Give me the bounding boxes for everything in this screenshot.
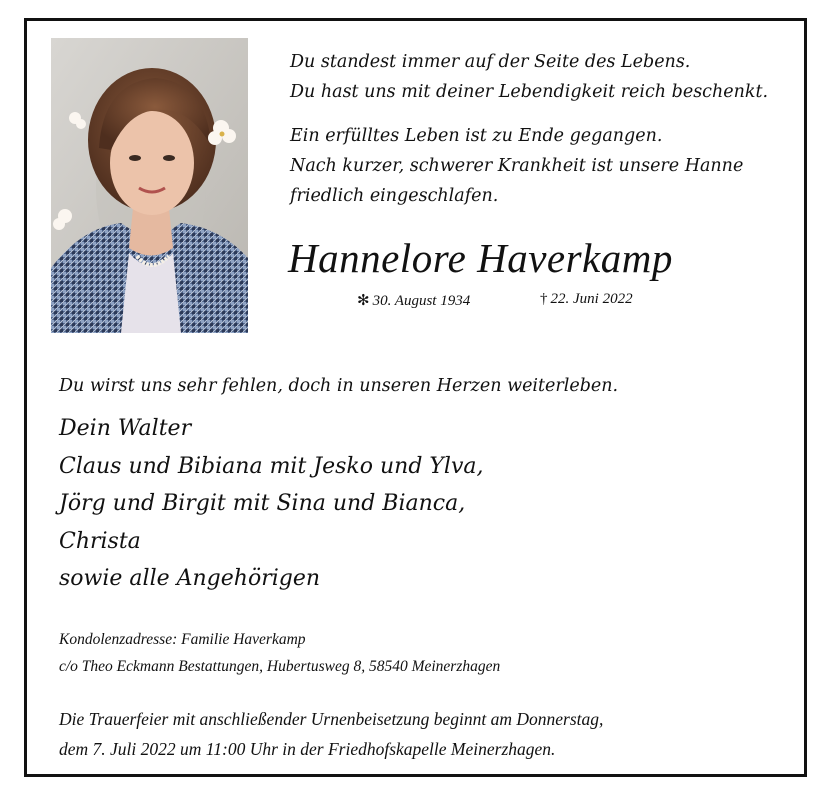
mourner-line: Christa: [59, 528, 141, 554]
opening-quote: [290, 47, 768, 107]
quote-line: Du hast uns mit deiner Lebendigkeit reich beschenkt.: [290, 82, 769, 102]
condolence-line: c/o Theo Eckmann Bestattungen, Hubertusweg 8, 58540 Meinerzhagen: [59, 658, 501, 675]
funeral-notice: [59, 704, 603, 764]
condolence-line: Kondolenzadresse: Familie Haverkamp: [59, 631, 306, 648]
passing-line: Nach kurzer, schwerer Krankheit ist unsere Hanne: [290, 156, 744, 176]
death-date-text: 22. Juni 2022: [550, 291, 633, 307]
passing-text: [290, 121, 743, 211]
deceased-name: Hannelore Haverkamp: [288, 235, 673, 281]
passing-line: friedlich eingeschlafen.: [290, 186, 499, 206]
passing-line: Ein erfülltes Leben ist zu Ende gegangen.: [290, 126, 663, 146]
mourner-line: Claus und Bibiana mit Jesko und Ylva,: [59, 453, 484, 479]
condolence-address: [59, 626, 500, 680]
birth-star-icon: ✻: [357, 293, 370, 309]
funeral-line: Die Trauerfeier mit anschließender Urnenbeisetzung beginnt am Donnerstag,: [59, 709, 604, 729]
funeral-line: dem 7. Juli 2022 um 11:00 Uhr in der Friedhofskapelle Meinerzhagen.: [59, 739, 556, 759]
birth-date-text: 30. August 1934: [372, 293, 471, 309]
farewell-line: Du wirst uns sehr fehlen, doch in unseren Herzen weiterleben.: [59, 376, 619, 396]
death-date: [540, 291, 633, 308]
birth-date: [357, 291, 470, 310]
mourner-line: Dein Walter: [59, 416, 192, 441]
cross-icon: †: [540, 291, 548, 307]
mourner-line: Jörg und Birgit mit Sina und Bianca,: [59, 491, 466, 516]
quote-line: Du standest immer auf der Seite des Lebens.: [290, 52, 691, 72]
mourners-list: [59, 410, 484, 598]
mourner-line: sowie alle Angehörigen: [59, 566, 321, 591]
portrait-photo: [51, 38, 248, 333]
